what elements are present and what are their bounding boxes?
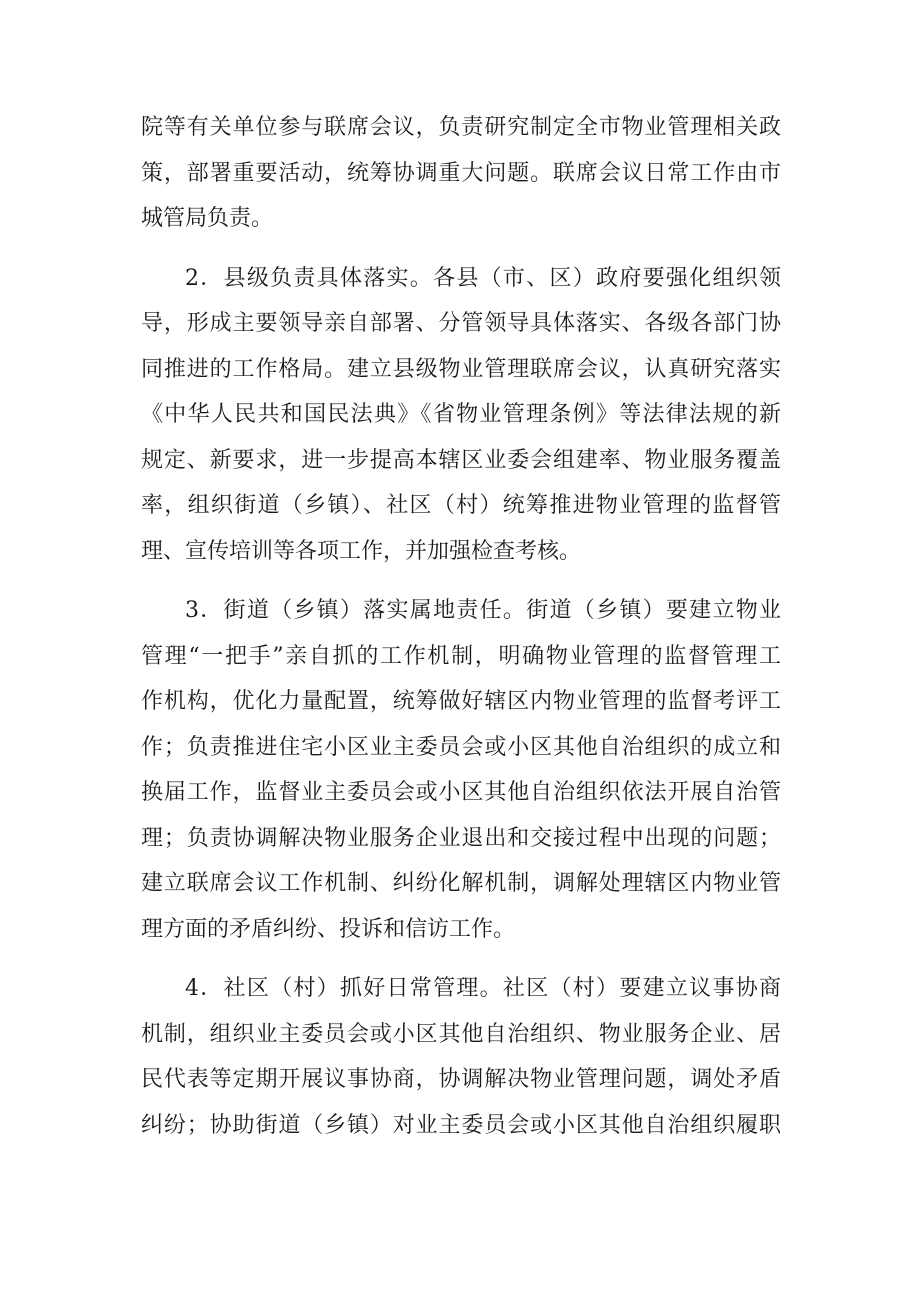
text-line: 2．县级负责具体落实。各县（市、区）政府要强化组织领 bbox=[185, 265, 781, 291]
text-line: 《中华人民共和国民法典》《省物业管理条例》等法律法规的新 bbox=[141, 402, 781, 427]
text-line: 换届工作，监督业主委员会或小区其他自治组织依法开展自治管 bbox=[141, 780, 781, 805]
text-line: 理、宣传培训等各项工作，并加强检查考核。 bbox=[141, 538, 582, 564]
text-line: 策，部署重要活动，统筹协调重大问题。联席会议日常工作由市 bbox=[141, 160, 781, 186]
text-line: 率，组织街道（乡镇）、社区（村）统筹推进物业管理的监督管 bbox=[141, 493, 781, 518]
text-line: 机制，组织业主委员会或小区其他自治组织、物业服务企业、居 bbox=[141, 1021, 781, 1047]
text-line: 建立联席会议工作机制、纠纷化解机制，调解处理辖区内物业管 bbox=[141, 871, 781, 896]
text-line: 作机构，优化力量配置，统筹做好辖区内物业管理的监督考评工 bbox=[141, 689, 781, 714]
paragraph-1 bbox=[141, 105, 781, 242]
text-line: 3．街道（乡镇）落实属地责任。街道（乡镇）要建立物业 bbox=[185, 598, 781, 623]
paragraph-3 bbox=[141, 588, 781, 952]
paragraph-2 bbox=[141, 256, 781, 575]
text-line: 4．社区（村）抓好日常管理。社区（村）要建立议事协商 bbox=[185, 976, 781, 1001]
text-line: 规定、新要求，进一步提高本辖区业委会组建率、物业服务覆盖 bbox=[141, 447, 781, 473]
text-line: 理方面的矛盾纠纷、投诉和信访工作。 bbox=[141, 916, 516, 942]
text-line: 城管局负责。 bbox=[141, 206, 274, 231]
text-line: 管理“一把手”亲自抓的工作机制，明确物业管理的监督管理工 bbox=[141, 643, 781, 669]
paragraph-4 bbox=[141, 966, 781, 1148]
text-line: 导，形成主要领导亲自部署、分管领导具体落实、各级各部门协 bbox=[141, 311, 781, 336]
text-line: 民代表等定期开展议事协商，协调解决物业管理问题，调处矛盾 bbox=[141, 1067, 781, 1092]
text-line: 理；负责协调解决物业服务企业退出和交接过程中出现的问题； bbox=[141, 825, 781, 851]
text-line: 作；负责推进住宅小区业主委员会或小区其他自治组织的成立和 bbox=[141, 734, 781, 760]
text-line: 同推进的工作格局。建立县级物业管理联席会议，认真研究落实 bbox=[141, 356, 781, 382]
text-line: 院等有关单位参与联席会议，负责研究制定全市物业管理相关政 bbox=[141, 115, 781, 140]
document-body bbox=[141, 105, 781, 1162]
text-line: 纠纷；协助街道（乡镇）对业主委员会或小区其他自治组织履职 bbox=[141, 1112, 781, 1138]
